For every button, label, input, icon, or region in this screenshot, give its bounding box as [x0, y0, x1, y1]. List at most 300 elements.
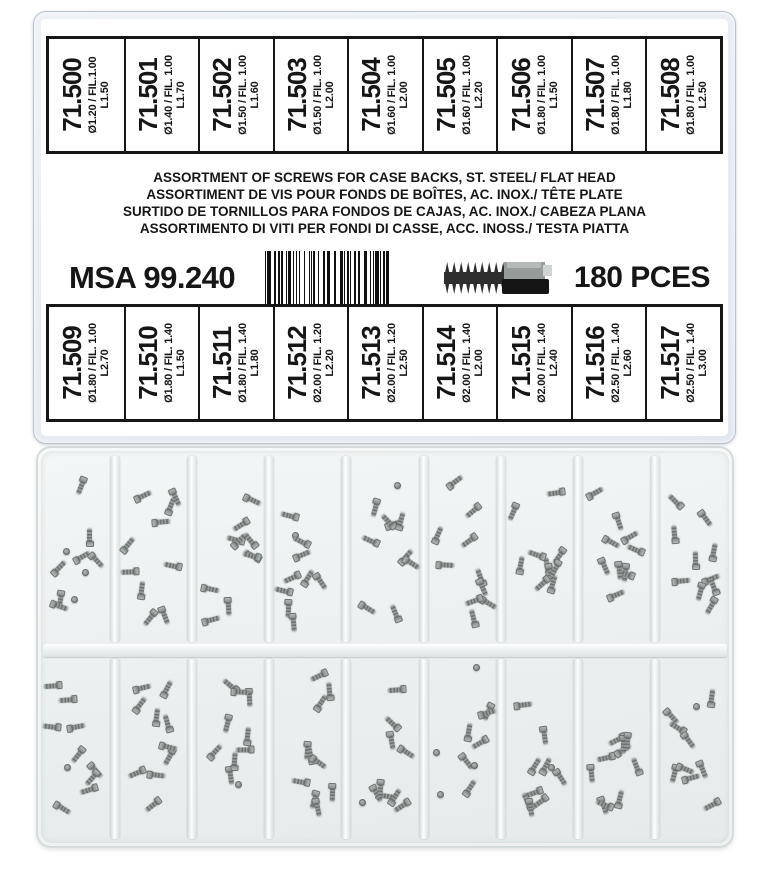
screw — [292, 534, 313, 550]
spec-cell-content — [57, 323, 112, 403]
screw-head — [230, 688, 237, 696]
diameter-thread-spec: Ø1.60 / FIL. 1.00 — [386, 55, 399, 135]
screw-shaft — [138, 491, 151, 501]
screw-head-on-view — [359, 799, 366, 806]
screw — [606, 588, 627, 603]
screw-shaft — [681, 766, 694, 775]
screw — [132, 682, 152, 694]
flat-head-screw-icon — [441, 253, 559, 303]
screw-head-on-view — [471, 762, 478, 769]
screw — [151, 707, 161, 727]
screw-shaft — [704, 601, 714, 614]
spec-cell-content — [207, 323, 262, 403]
screw — [274, 584, 294, 596]
screw — [396, 744, 416, 761]
screw — [231, 752, 240, 772]
screw — [79, 783, 100, 796]
diameter-thread-spec: Ø1.50 / FIL. 1.00 — [237, 55, 250, 135]
screw — [52, 800, 72, 817]
screw-shaft — [709, 690, 716, 703]
screw-shaft — [136, 697, 147, 710]
part-number: 71.506 — [505, 58, 536, 132]
screw-shaft — [167, 497, 176, 510]
part-number: 71.510 — [132, 326, 163, 400]
screw-head — [707, 701, 716, 708]
part-number: 71.517 — [654, 326, 685, 400]
screw-shaft — [145, 801, 158, 812]
barcode-bar — [281, 251, 283, 305]
barcode-bar — [383, 251, 385, 305]
spec-cell-71.512 — [273, 307, 348, 419]
screw-head-on-view — [394, 482, 401, 489]
description-line-fr: ASSORTIMENT DE VIS POUR FONDS DE BOÎTES, AC. INOX./ TÊTE PLATE — [146, 187, 623, 202]
diameter-thread-spec: Ø1.80 / FIL. 1.40 — [162, 323, 175, 403]
screw-head-on-view — [437, 791, 444, 798]
compartment-divider-vertical — [650, 456, 660, 642]
screw-shaft — [207, 616, 220, 624]
spec-cell-71.513 — [347, 307, 422, 419]
screw-shaft — [471, 739, 484, 749]
screw — [137, 580, 147, 600]
length-spec: L1.50 — [99, 81, 112, 109]
screw — [308, 754, 328, 772]
screw-shaft — [92, 557, 104, 569]
screw-shaft — [591, 487, 604, 497]
barcode-bar — [309, 251, 310, 305]
spec-cell-content — [654, 55, 710, 135]
screw — [43, 681, 63, 690]
screw — [692, 551, 700, 570]
diameter-thread-spec: Ø2.00 / FIL. 1.20 — [311, 323, 324, 403]
screw-shaft — [388, 687, 400, 693]
length-spec: L1.70 — [175, 81, 188, 109]
spec-cell-content — [505, 55, 561, 135]
screw-shaft — [612, 590, 625, 599]
screw — [132, 489, 153, 504]
screw — [131, 696, 149, 716]
screw-shaft — [290, 619, 296, 631]
screw-shaft — [398, 513, 406, 526]
parts-grid-bottom-row — [46, 304, 723, 422]
length-spec: L1.50 — [175, 349, 188, 377]
length-spec: L2.50 — [398, 349, 411, 377]
screw-shaft — [248, 497, 261, 507]
screw-head — [708, 556, 717, 563]
screw — [159, 679, 175, 700]
screw-shaft — [164, 561, 177, 568]
barcode-bar — [373, 251, 374, 305]
screw-shaft — [695, 588, 703, 601]
screw-shaft — [326, 683, 332, 695]
barcode-bar — [265, 251, 266, 305]
screw — [468, 609, 480, 629]
barcode-bar — [327, 251, 330, 305]
screw — [461, 779, 478, 799]
parts-grid-top-row — [46, 36, 723, 154]
length-spec: L2.20 — [473, 81, 486, 109]
length-spec: L2.00 — [473, 349, 486, 377]
screw — [120, 568, 139, 577]
compartment-divider-vertical — [187, 659, 197, 839]
length-spec: L1.60 — [249, 81, 262, 109]
screw-shaft — [313, 758, 326, 769]
screw-head — [151, 720, 160, 727]
description-line-it: ASSORTIMENTO DI VITI PER FONDI DI CASSE, ACC. INOSS./ TESTA PIATTA — [139, 221, 630, 236]
screw-shaft — [316, 577, 327, 590]
diameter-thread-spec: Ø1.80 / FIL. 1.00 — [609, 55, 622, 135]
compartment-divider-horizontal — [43, 644, 727, 657]
screw-shaft — [245, 728, 251, 740]
screw-shaft — [607, 538, 620, 548]
screw-head — [72, 695, 79, 703]
compartment-divider-vertical — [573, 659, 583, 839]
barcode-bar — [313, 251, 315, 305]
screw — [463, 593, 484, 607]
screw — [672, 576, 692, 586]
screw-shaft — [556, 774, 567, 787]
length-spec: L1.50 — [547, 81, 560, 109]
screw-shaft — [158, 519, 170, 525]
screw-shaft — [470, 610, 478, 623]
screw-head-highlight — [507, 262, 541, 268]
screw — [65, 722, 85, 733]
pieces-count: 180 PCES — [573, 261, 710, 294]
screw-shaft — [87, 529, 92, 541]
diameter-thread-spec: Ø1.80 / FIL. 1.40 — [237, 323, 250, 403]
screw-head — [224, 596, 232, 602]
spec-cell-71.517 — [645, 307, 720, 419]
screw — [356, 600, 376, 617]
barcode-bar — [304, 251, 305, 305]
spec-cell-71.515 — [496, 307, 571, 419]
barcode-bar — [323, 251, 325, 305]
barcode-bar — [334, 251, 336, 305]
part-number: 71.511 — [207, 326, 238, 400]
screw-shaft — [225, 603, 231, 615]
diameter-thread-spec: Ø1.80 / FIL. 1.00 — [86, 323, 99, 403]
part-number: 71.508 — [654, 58, 685, 132]
screw-shaft — [548, 490, 561, 497]
screw — [86, 528, 94, 547]
screw-shaft — [371, 503, 379, 516]
screw — [242, 531, 260, 551]
screw — [539, 726, 550, 746]
screw — [389, 604, 404, 625]
screw-head — [400, 685, 407, 693]
screw-shaft — [441, 563, 453, 569]
screw — [431, 525, 446, 546]
description-line-en: ASSORTMENT OF SCREWS FOR CASE BACKS, ST. STEEL/ FLAT HEAD — [153, 170, 616, 185]
barcode-bar — [344, 251, 345, 305]
screw-shaft — [704, 801, 717, 811]
screw-shaft — [519, 702, 532, 708]
barcode-bar — [340, 251, 343, 305]
length-spec: L2.60 — [622, 349, 635, 377]
screw-thread-core — [444, 272, 506, 284]
screw — [157, 605, 171, 626]
screw-shaft — [684, 736, 695, 749]
diameter-thread-spec: Ø1.20 / FIL.1.00 — [86, 56, 99, 134]
part-number: 71.503 — [281, 58, 312, 132]
screw — [147, 771, 167, 781]
screw — [87, 551, 106, 570]
screw — [708, 543, 719, 563]
screw — [243, 727, 253, 747]
screw-shaft — [698, 765, 707, 778]
compartment-divider-vertical — [419, 456, 429, 642]
screw-shaft — [465, 507, 477, 519]
barcode-icon — [263, 251, 395, 305]
screw-shaft — [626, 531, 639, 541]
screw-head-step — [543, 265, 552, 276]
screw-shaft — [163, 715, 171, 728]
spec-cell-71.516 — [571, 307, 646, 419]
screw-shaft — [233, 520, 246, 531]
screw-shaft — [206, 586, 219, 593]
diameter-thread-spec: Ø1.80 / FIL. 1.00 — [535, 55, 548, 135]
screw-shaft — [281, 511, 294, 519]
barcode-bar — [286, 251, 287, 305]
screw — [395, 512, 408, 532]
screw — [585, 485, 605, 501]
screw — [612, 511, 625, 532]
screw-shaft — [507, 507, 516, 520]
part-number: 71.501 — [132, 58, 163, 132]
screw-shaft — [466, 780, 477, 793]
screw-shaft — [451, 475, 464, 486]
screw-shaft — [143, 613, 154, 625]
screw — [152, 517, 172, 527]
compartment-divider-vertical — [650, 659, 660, 839]
screw-shaft — [534, 579, 546, 591]
spec-cell-content — [431, 55, 486, 135]
screw-shaft — [153, 773, 166, 779]
screw-shaft — [243, 551, 256, 559]
screw — [230, 688, 250, 697]
screw-shaft — [227, 772, 234, 785]
screw — [42, 721, 62, 731]
screw — [527, 548, 548, 562]
screw-shaft — [388, 737, 395, 750]
screw-shaft — [596, 798, 609, 807]
barcode-bar — [350, 251, 351, 305]
screw-shaft — [391, 789, 402, 802]
screw — [325, 682, 335, 702]
screw-shaft — [43, 723, 56, 729]
screw — [59, 695, 79, 704]
spec-cell-71.501 — [124, 39, 199, 151]
screw-head — [692, 564, 700, 570]
spec-cell-content — [57, 56, 112, 134]
screw-shaft — [233, 753, 239, 765]
screw-shaft — [466, 724, 473, 737]
screw-shaft — [632, 757, 641, 770]
description-block — [41, 169, 728, 237]
barcode-bar — [370, 251, 371, 305]
screw — [119, 536, 137, 556]
compartment-divider-vertical — [496, 456, 506, 642]
spec-cell-71.504 — [347, 39, 422, 151]
screw-shaft — [124, 537, 136, 549]
screw-head — [515, 568, 524, 575]
part-number: 71.516 — [580, 326, 611, 400]
compartment-divider-vertical — [419, 659, 429, 839]
catalog-code: MSA 99.240 — [69, 260, 236, 295]
screw-head-on-view — [63, 548, 70, 555]
screw-shaft — [138, 684, 151, 692]
spec-cell-71.500 — [49, 39, 124, 151]
screw — [702, 797, 723, 813]
diameter-thread-spec: Ø1.40 / FIL. 1.00 — [162, 55, 175, 135]
screw — [224, 596, 233, 615]
box-lid — [33, 11, 736, 444]
screw-head — [614, 802, 623, 810]
screw — [596, 557, 611, 578]
compartment-divider-vertical — [341, 659, 351, 839]
screw-shaft — [70, 750, 81, 762]
screw — [292, 548, 313, 563]
screw-shaft — [163, 752, 173, 765]
length-spec: L3.00 — [697, 349, 710, 377]
screw-shaft — [44, 682, 56, 688]
screw-shaft — [693, 552, 698, 564]
screw-shaft — [329, 789, 334, 801]
screw — [586, 764, 596, 784]
spec-cell-content — [132, 323, 188, 403]
screw-shaft — [139, 582, 145, 595]
screw — [680, 731, 698, 751]
screw-head — [231, 765, 239, 772]
screw-shaft — [710, 544, 717, 557]
screw-shaft — [58, 805, 71, 816]
screw-shaft — [284, 574, 297, 583]
barcode-bar — [380, 251, 381, 305]
part-number: 71.512 — [281, 326, 312, 400]
spec-cell-71.502 — [198, 39, 273, 151]
compartment-divider-vertical — [573, 456, 583, 642]
screw — [163, 560, 183, 572]
spec-cell-content — [281, 323, 337, 403]
spec-cell-content — [356, 55, 412, 135]
barcode-bar — [278, 251, 280, 305]
screw-shaft — [298, 550, 311, 559]
screw — [459, 532, 479, 550]
part-number: 71.500 — [57, 58, 88, 132]
screw — [470, 735, 490, 751]
length-spec: L2.50 — [697, 81, 710, 109]
screw — [670, 525, 680, 545]
screw — [327, 783, 336, 802]
part-number: 71.513 — [356, 326, 387, 400]
screw — [68, 745, 86, 765]
screw — [513, 701, 533, 711]
screw-shaft — [80, 786, 93, 794]
barcode-bar — [358, 251, 360, 305]
screw-shaft — [528, 549, 541, 558]
part-number: 71.514 — [431, 326, 462, 400]
screw — [703, 595, 719, 615]
barcode-bar — [288, 251, 291, 305]
spec-cell-71.514 — [422, 307, 497, 419]
screw — [551, 768, 568, 788]
screw-shaft — [624, 738, 630, 750]
screw — [50, 558, 69, 577]
barcode-bar — [354, 251, 356, 305]
screw — [445, 474, 465, 492]
screw — [662, 706, 681, 725]
compartment-box — [36, 446, 734, 848]
screw-shaft — [292, 778, 305, 785]
spec-cell-content — [281, 55, 337, 135]
screw — [242, 493, 263, 508]
screw — [386, 730, 397, 750]
screw-shaft — [391, 605, 400, 618]
screw-shaft — [154, 708, 160, 721]
spec-cell-71.507 — [571, 39, 646, 151]
length-spec: L2.40 — [547, 349, 560, 377]
spec-cell-content — [505, 323, 561, 403]
diameter-thread-spec: Ø1.80 / FIL. 1.00 — [684, 55, 697, 135]
screw-shaft — [406, 559, 419, 570]
screw — [546, 487, 566, 498]
barcode-bar — [296, 251, 297, 305]
screw-head-on-view — [235, 781, 242, 788]
screw-head — [559, 487, 566, 496]
screw — [696, 508, 714, 528]
screw-head — [671, 538, 679, 545]
screw — [693, 581, 706, 601]
screw-shaft — [672, 526, 678, 538]
screw — [206, 743, 225, 762]
barcode-bar — [274, 251, 276, 305]
compartment-divider-vertical — [496, 659, 506, 839]
screw-shaft — [377, 785, 383, 797]
screw-shaft — [549, 564, 559, 577]
spec-cell-content — [207, 55, 262, 135]
length-spec: L2.00 — [398, 81, 411, 109]
spec-cell-71.506 — [496, 39, 571, 151]
screw — [291, 776, 311, 787]
description-line-es: SURTIDO DE TORNILLOS PARA FONDOS DE CAJAS, AC. INOX./ CABEZA PLANA — [122, 204, 647, 219]
screw-shaft — [304, 570, 315, 583]
screw — [141, 607, 159, 627]
spec-cell-content — [654, 323, 710, 403]
spec-cell-content — [580, 55, 635, 135]
screw — [161, 714, 174, 734]
part-number: 71.505 — [431, 58, 462, 132]
spec-cell-71.508 — [645, 39, 720, 151]
screw-head — [56, 681, 63, 689]
diameter-thread-spec: Ø1.50 / FIL. 1.00 — [311, 55, 324, 135]
screw-shaft — [163, 681, 173, 694]
screw — [707, 689, 718, 709]
barcode-bar — [347, 251, 349, 305]
screw — [387, 685, 407, 694]
screw-head-on-view — [64, 764, 71, 771]
barcode-bar — [299, 251, 300, 305]
barcode-bar — [267, 251, 271, 305]
length-spec: L2.20 — [324, 349, 337, 377]
screw-head-on-view — [82, 569, 89, 576]
screw — [601, 534, 621, 550]
screw-head-on-view — [433, 749, 440, 756]
screw-shaft — [588, 770, 594, 782]
screw — [288, 613, 298, 633]
catalog-row — [69, 246, 710, 310]
screw — [614, 789, 626, 809]
screw-shaft — [222, 720, 230, 733]
screw-shaft — [701, 514, 712, 527]
